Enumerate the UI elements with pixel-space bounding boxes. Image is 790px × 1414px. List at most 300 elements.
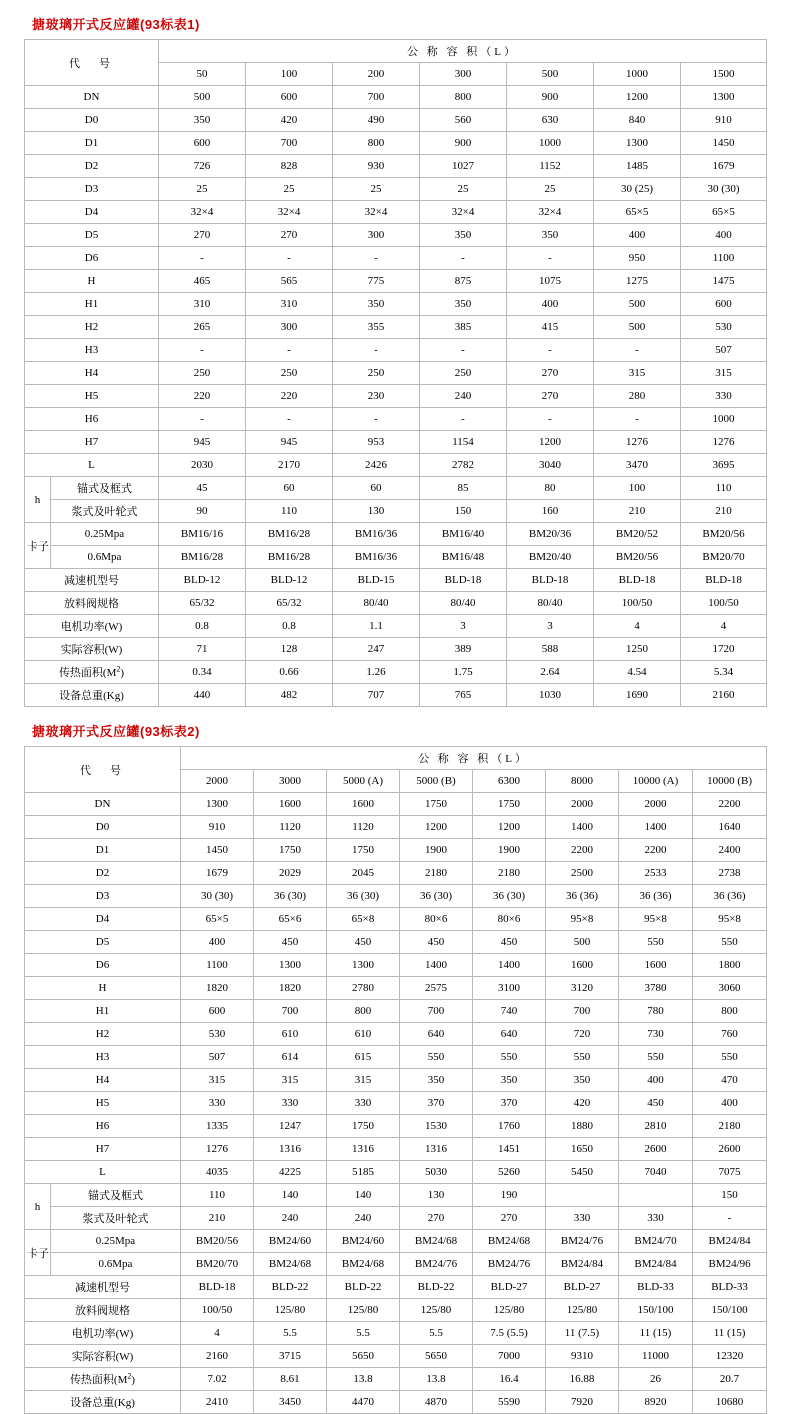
row-value: BLD-15 — [333, 569, 420, 592]
row-value: 80/40 — [333, 592, 420, 615]
row-value — [619, 1184, 693, 1207]
row-label: H7 — [25, 1138, 181, 1161]
row-value: - — [420, 339, 507, 362]
table-row — [25, 1184, 767, 1207]
table-row — [25, 1345, 767, 1368]
row-value: BLD-18 — [594, 569, 681, 592]
row-value: 1600 — [546, 954, 619, 977]
row-value: 800 — [333, 132, 420, 155]
row-value: 3780 — [619, 977, 693, 1000]
row-value: 3040 — [507, 454, 594, 477]
row-value: BM24/84 — [693, 1230, 767, 1253]
row-value: 32×4 — [333, 201, 420, 224]
row-value: 5.34 — [681, 661, 767, 684]
header-capacity-value: 6300 — [473, 770, 546, 793]
table-row — [25, 132, 767, 155]
table-row — [25, 615, 767, 638]
row-value: 1300 — [181, 793, 254, 816]
row-value: BM24/84 — [619, 1253, 693, 1276]
row-label: H2 — [25, 1023, 181, 1046]
row-value: 95×8 — [619, 908, 693, 931]
row-value: 130 — [333, 500, 420, 523]
table-row — [25, 1322, 767, 1345]
row-value: 36 (36) — [546, 885, 619, 908]
row-value: 1200 — [400, 816, 473, 839]
row-value: 71 — [159, 638, 246, 661]
table-row — [25, 523, 767, 546]
row-value: 5030 — [400, 1161, 473, 1184]
row-value: 65×8 — [327, 908, 400, 931]
row-value: 4870 — [400, 1391, 473, 1414]
row-label: H3 — [25, 339, 159, 362]
row-value: - — [246, 339, 333, 362]
row-value: 1679 — [681, 155, 767, 178]
row-value: 240 — [327, 1207, 400, 1230]
row-value: 370 — [473, 1092, 546, 1115]
row-value: BM24/60 — [327, 1230, 400, 1253]
row-value: BLD-12 — [159, 569, 246, 592]
row-value: 550 — [693, 931, 767, 954]
row-value: 1000 — [681, 408, 767, 431]
row-value: 4 — [594, 615, 681, 638]
row-value: 828 — [246, 155, 333, 178]
row-value: 470 — [693, 1069, 767, 1092]
row-label: D2 — [25, 155, 159, 178]
row-value: BM24/68 — [473, 1230, 546, 1253]
table-row — [25, 1046, 767, 1069]
row-value: 450 — [400, 931, 473, 954]
row-value: 588 — [507, 638, 594, 661]
row-label: H7 — [25, 431, 159, 454]
row-value: 9310 — [546, 1345, 619, 1368]
row-value: 270 — [507, 362, 594, 385]
row-value: 2160 — [681, 684, 767, 707]
row-value: 80×6 — [400, 908, 473, 931]
row-value: 5650 — [400, 1345, 473, 1368]
row-label: 设备总重(Kg) — [25, 684, 159, 707]
row-value: 550 — [619, 1046, 693, 1069]
row-value: 740 — [473, 1000, 546, 1023]
row-value: 330 — [181, 1092, 254, 1115]
row-value: 315 — [681, 362, 767, 385]
row-value: 450 — [327, 931, 400, 954]
row-value: 1.75 — [420, 661, 507, 684]
row-value: 5.5 — [327, 1322, 400, 1345]
row-value: BM20/36 — [507, 523, 594, 546]
row-value: 32×4 — [246, 201, 333, 224]
group-label-h: h — [25, 477, 51, 523]
row-value: 3450 — [254, 1391, 327, 1414]
row-value: BM16/28 — [159, 546, 246, 569]
table-row — [25, 1207, 767, 1230]
table-row — [25, 316, 767, 339]
row-value — [546, 1184, 619, 1207]
row-value: 400 — [507, 293, 594, 316]
table-row — [25, 1069, 767, 1092]
row-value: BM24/68 — [327, 1253, 400, 1276]
table-row — [25, 1276, 767, 1299]
row-value: BM24/70 — [619, 1230, 693, 1253]
row-value: BM20/40 — [507, 546, 594, 569]
row-value: 220 — [246, 385, 333, 408]
table-header-row — [25, 747, 767, 770]
row-label: L — [25, 454, 159, 477]
row-value: 11 (7.5) — [546, 1322, 619, 1345]
row-value: 270 — [400, 1207, 473, 1230]
table-row — [25, 1092, 767, 1115]
row-value: 350 — [400, 1069, 473, 1092]
row-value: 1400 — [619, 816, 693, 839]
row-value: 1316 — [254, 1138, 327, 1161]
row-value: 1750 — [400, 793, 473, 816]
row-value: 2533 — [619, 862, 693, 885]
row-value: 25 — [246, 178, 333, 201]
subrow-label: 0.25Mpa — [51, 1230, 181, 1253]
subrow-label: 0.6Mpa — [51, 1253, 181, 1276]
row-value: 1276 — [181, 1138, 254, 1161]
row-value: BM24/68 — [400, 1230, 473, 1253]
row-value: 1275 — [594, 270, 681, 293]
row-value: 80 — [507, 477, 594, 500]
row-value: 450 — [619, 1092, 693, 1115]
table-header-row — [25, 40, 767, 63]
header-capacity-value: 10000 (A) — [619, 770, 693, 793]
row-value: 1027 — [420, 155, 507, 178]
row-value: 0.66 — [246, 661, 333, 684]
row-value: 125/80 — [473, 1299, 546, 1322]
table-row — [25, 454, 767, 477]
row-value: 707 — [333, 684, 420, 707]
row-value: 100/50 — [181, 1299, 254, 1322]
row-value: 310 — [246, 293, 333, 316]
row-value: 615 — [327, 1046, 400, 1069]
row-value: 3 — [420, 615, 507, 638]
row-value: 210 — [181, 1207, 254, 1230]
row-value: 1600 — [254, 793, 327, 816]
row-value: 247 — [333, 638, 420, 661]
row-value: 1800 — [693, 954, 767, 977]
row-value: 500 — [159, 86, 246, 109]
row-value: 125/80 — [327, 1299, 400, 1322]
row-value: 140 — [254, 1184, 327, 1207]
row-value: 700 — [254, 1000, 327, 1023]
row-value: 1400 — [546, 816, 619, 839]
row-value: 1200 — [507, 431, 594, 454]
row-value: 60 — [246, 477, 333, 500]
row-value: - — [507, 339, 594, 362]
row-value: 240 — [420, 385, 507, 408]
row-value: 400 — [594, 224, 681, 247]
row-value: 330 — [619, 1207, 693, 1230]
row-value: 1820 — [181, 977, 254, 1000]
row-label: H4 — [25, 1069, 181, 1092]
table-row — [25, 1368, 767, 1391]
row-value: 1030 — [507, 684, 594, 707]
row-value: 1750 — [254, 839, 327, 862]
row-value: 400 — [181, 931, 254, 954]
row-value: 1.1 — [333, 615, 420, 638]
table-row — [25, 385, 767, 408]
row-value: - — [507, 408, 594, 431]
row-value: 2.64 — [507, 661, 594, 684]
row-value: 270 — [246, 224, 333, 247]
row-value: 1720 — [681, 638, 767, 661]
table-row — [25, 977, 767, 1000]
row-value: 1276 — [594, 431, 681, 454]
row-value: 482 — [246, 684, 333, 707]
row-value: 90 — [159, 500, 246, 523]
row-value: 36 (36) — [693, 885, 767, 908]
row-value: 610 — [327, 1023, 400, 1046]
row-value: 2200 — [546, 839, 619, 862]
row-value: 270 — [473, 1207, 546, 1230]
row-value: 3120 — [546, 977, 619, 1000]
table-row — [25, 1391, 767, 1414]
row-label: D4 — [25, 908, 181, 931]
row-value: 1400 — [400, 954, 473, 977]
row-value: 30 (25) — [594, 178, 681, 201]
row-value: 400 — [693, 1092, 767, 1115]
row-value: 600 — [181, 1000, 254, 1023]
row-label: 放料阀规格 — [25, 592, 159, 615]
subrow-label: 0.6Mpa — [51, 546, 159, 569]
row-value: BM16/40 — [420, 523, 507, 546]
row-value: 1247 — [254, 1115, 327, 1138]
table-row — [25, 1000, 767, 1023]
row-value: 1760 — [473, 1115, 546, 1138]
row-value: 0.8 — [246, 615, 333, 638]
row-label: H6 — [25, 1115, 181, 1138]
row-value: 2000 — [619, 793, 693, 816]
table-row — [25, 155, 767, 178]
row-value: 1400 — [473, 954, 546, 977]
row-value: 125/80 — [400, 1299, 473, 1322]
row-value: 65/32 — [159, 592, 246, 615]
row-label: H — [25, 270, 159, 293]
row-value: 600 — [159, 132, 246, 155]
row-label: DN — [25, 793, 181, 816]
row-value: 1152 — [507, 155, 594, 178]
row-value: 350 — [473, 1069, 546, 1092]
row-label: 设备总重(Kg) — [25, 1391, 181, 1414]
row-value: 780 — [619, 1000, 693, 1023]
row-value: BM24/76 — [400, 1253, 473, 1276]
row-value: 450 — [254, 931, 327, 954]
row-value: 3715 — [254, 1345, 327, 1368]
row-value: 945 — [159, 431, 246, 454]
row-value: 930 — [333, 155, 420, 178]
table-row — [25, 816, 767, 839]
row-value: 875 — [420, 270, 507, 293]
row-value: 60 — [333, 477, 420, 500]
row-value: 530 — [181, 1023, 254, 1046]
row-value: 1450 — [181, 839, 254, 862]
row-value: 1450 — [681, 132, 767, 155]
row-label: D0 — [25, 109, 159, 132]
row-value: 800 — [327, 1000, 400, 1023]
row-value: 1750 — [327, 1115, 400, 1138]
row-label: D3 — [25, 885, 181, 908]
section-2-title: 搪玻璃开式反应罐(93标表2) — [32, 724, 200, 739]
row-value: - — [507, 247, 594, 270]
row-value: BM16/28 — [246, 523, 333, 546]
row-value: 130 — [400, 1184, 473, 1207]
row-value: 910 — [181, 816, 254, 839]
row-value: 1650 — [546, 1138, 619, 1161]
row-label: 实际容积(W) — [25, 1345, 181, 1368]
row-value: 25 — [159, 178, 246, 201]
row-value: 150/100 — [619, 1299, 693, 1322]
row-value: 1600 — [327, 793, 400, 816]
row-value: 1880 — [546, 1115, 619, 1138]
row-value: 2500 — [546, 862, 619, 885]
row-value: 953 — [333, 431, 420, 454]
row-value: 32×4 — [420, 201, 507, 224]
row-label: H — [25, 977, 181, 1000]
row-value: 1530 — [400, 1115, 473, 1138]
row-value: 16.88 — [546, 1368, 619, 1391]
row-value: 610 — [254, 1023, 327, 1046]
row-value: 220 — [159, 385, 246, 408]
header-capacity-label: 公 称 容 积（L） — [181, 747, 767, 770]
row-value: 315 — [594, 362, 681, 385]
row-value: 150/100 — [693, 1299, 767, 1322]
row-value: BLD-18 — [507, 569, 594, 592]
row-value: 600 — [681, 293, 767, 316]
row-value: 614 — [254, 1046, 327, 1069]
row-value: 600 — [246, 86, 333, 109]
row-value: 550 — [693, 1046, 767, 1069]
row-value: 385 — [420, 316, 507, 339]
table-row — [25, 339, 767, 362]
row-value: 1600 — [619, 954, 693, 977]
row-value: 5.5 — [400, 1322, 473, 1345]
row-label: H2 — [25, 316, 159, 339]
row-value: BLD-22 — [254, 1276, 327, 1299]
row-value: 8.61 — [254, 1368, 327, 1391]
row-value: 80/40 — [507, 592, 594, 615]
header-capacity-value: 3000 — [254, 770, 327, 793]
row-value: 2030 — [159, 454, 246, 477]
subrow-label: 浆式及叶轮式 — [51, 500, 159, 523]
row-value: 1120 — [254, 816, 327, 839]
row-value: 1300 — [681, 86, 767, 109]
row-value: 1154 — [420, 431, 507, 454]
row-value: 250 — [333, 362, 420, 385]
row-label: H5 — [25, 1092, 181, 1115]
table-row — [25, 1023, 767, 1046]
row-value: - — [420, 408, 507, 431]
row-value: 3060 — [693, 977, 767, 1000]
row-value: 355 — [333, 316, 420, 339]
row-value: 507 — [181, 1046, 254, 1069]
row-value: 2600 — [693, 1138, 767, 1161]
row-value: 100 — [594, 477, 681, 500]
row-label: 减速机型号 — [25, 569, 159, 592]
row-value: 270 — [159, 224, 246, 247]
row-value: 25 — [333, 178, 420, 201]
header-capacity-label: 公 称 容 积（L） — [159, 40, 767, 63]
row-value: 36 (36) — [619, 885, 693, 908]
row-value: 20.7 — [693, 1368, 767, 1391]
spec-table-1 — [24, 39, 767, 707]
row-value: 140 — [327, 1184, 400, 1207]
row-label: 电机功率(W) — [25, 1322, 181, 1345]
row-value: 507 — [681, 339, 767, 362]
row-value: 350 — [546, 1069, 619, 1092]
row-value: 640 — [400, 1023, 473, 1046]
row-value: 13.8 — [400, 1368, 473, 1391]
row-value: 100/50 — [681, 592, 767, 615]
row-value: 210 — [594, 500, 681, 523]
table-row — [25, 362, 767, 385]
row-value: - — [159, 408, 246, 431]
row-value: BM24/96 — [693, 1253, 767, 1276]
table-row — [25, 178, 767, 201]
row-label: D1 — [25, 839, 181, 862]
row-value: 25 — [507, 178, 594, 201]
row-value: 65×5 — [681, 201, 767, 224]
row-value: 95×8 — [546, 908, 619, 931]
row-value: 2170 — [246, 454, 333, 477]
row-value: 1316 — [400, 1138, 473, 1161]
row-value: 500 — [594, 316, 681, 339]
row-value: 370 — [400, 1092, 473, 1115]
row-value: 389 — [420, 638, 507, 661]
row-value: BLD-18 — [420, 569, 507, 592]
row-value: 7000 — [473, 1345, 546, 1368]
row-value: 1100 — [681, 247, 767, 270]
row-label: H6 — [25, 408, 159, 431]
row-value: 630 — [507, 109, 594, 132]
table-row — [25, 293, 767, 316]
row-value: 11000 — [619, 1345, 693, 1368]
row-value: 1900 — [473, 839, 546, 862]
row-value: 4 — [181, 1322, 254, 1345]
row-value: 210 — [681, 500, 767, 523]
row-value: BLD-27 — [546, 1276, 619, 1299]
table-row — [25, 408, 767, 431]
table-row — [25, 862, 767, 885]
row-value: 465 — [159, 270, 246, 293]
row-value: 110 — [681, 477, 767, 500]
header-code-label: 代 号 — [25, 40, 159, 86]
row-value: BM24/68 — [254, 1253, 327, 1276]
group-label-clamp: 卡子 — [25, 523, 51, 569]
row-value: 440 — [159, 684, 246, 707]
table-row — [25, 86, 767, 109]
row-value: 640 — [473, 1023, 546, 1046]
row-value: 80×6 — [473, 908, 546, 931]
table-row — [25, 908, 767, 931]
row-value: 700 — [546, 1000, 619, 1023]
row-value: 3100 — [473, 977, 546, 1000]
row-value: 125/80 — [546, 1299, 619, 1322]
subrow-label: 锚式及框式 — [51, 1184, 181, 1207]
row-value: 160 — [507, 500, 594, 523]
row-value: 250 — [159, 362, 246, 385]
row-value: - — [333, 339, 420, 362]
row-value: 36 (30) — [400, 885, 473, 908]
row-value: 1750 — [327, 839, 400, 862]
header-capacity-value: 200 — [333, 63, 420, 86]
row-value: 125/80 — [254, 1299, 327, 1322]
row-label: D0 — [25, 816, 181, 839]
row-value: 330 — [546, 1207, 619, 1230]
header-code-label: 代 号 — [25, 747, 181, 793]
table-row — [25, 1115, 767, 1138]
row-label: D6 — [25, 247, 159, 270]
